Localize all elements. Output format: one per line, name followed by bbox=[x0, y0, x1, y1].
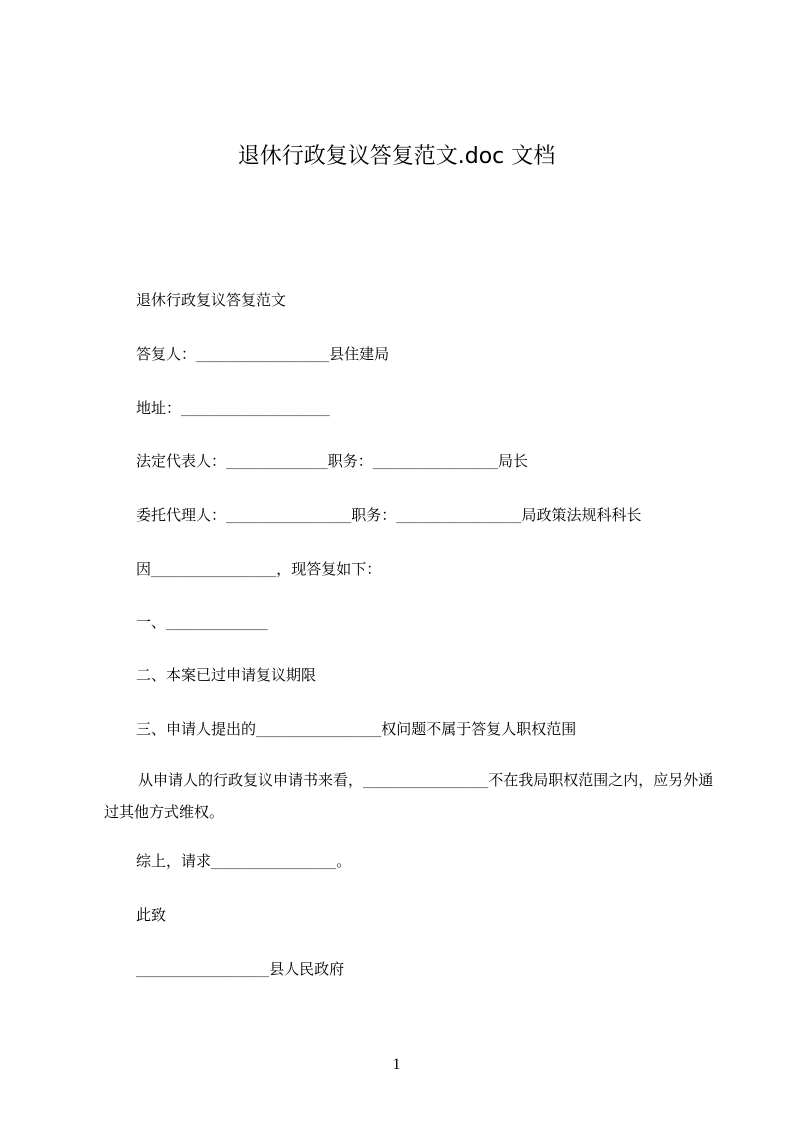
legal-rep-position-blank: ________________ bbox=[372, 455, 499, 470]
address-line bbox=[136, 396, 330, 422]
agent-position-value: 局政策法规科科长 bbox=[521, 506, 642, 524]
body-paragraph-blank: ________________ bbox=[363, 774, 489, 789]
conclusion-suffix: 。 bbox=[336, 852, 352, 870]
item-three-prefix: 三、申请人提出的 bbox=[136, 720, 257, 738]
agent-blank: ________________ bbox=[226, 509, 352, 524]
cause-prefix: 因 bbox=[136, 560, 152, 578]
legal-rep-position-label: 职务： bbox=[327, 452, 373, 470]
item-one-blank: _____________ bbox=[166, 616, 268, 631]
agent-position-label: 职务： bbox=[351, 506, 397, 524]
document-heading: 退休行政复议答复范文 bbox=[136, 291, 287, 309]
document-title: 退休行政复议答复范文.doc 文档 bbox=[237, 144, 556, 169]
conclusion-blank: ________________ bbox=[211, 855, 337, 870]
body-paragraph-suffix: 不在我局职权范围之内，应另外通过其他方式维权。 bbox=[104, 771, 714, 821]
item-two-line: 二、本案已过申请复议期限 bbox=[136, 666, 317, 684]
address-label: 地址： bbox=[136, 399, 182, 417]
respondent-blank: _________________ bbox=[196, 348, 330, 363]
agent-label: 委托代理人： bbox=[136, 506, 227, 524]
cause-blank: ________________ bbox=[151, 563, 277, 578]
cause-line bbox=[136, 557, 381, 583]
body-paragraph-prefix: 从申请人的行政复议申请书来看， bbox=[138, 771, 364, 789]
item-one-prefix: 一、 bbox=[136, 613, 167, 631]
respondent-line bbox=[136, 342, 389, 368]
salutation-line: 此致 bbox=[136, 906, 167, 924]
agent-line bbox=[136, 503, 642, 529]
item-three-suffix: 权问题不属于答复人职权范围 bbox=[381, 720, 577, 738]
page-number: 1 bbox=[392, 1056, 401, 1073]
address-blank: ___________________ bbox=[181, 402, 330, 417]
legal-rep-label: 法定代表人： bbox=[136, 452, 227, 470]
respondent-value: 县住建局 bbox=[329, 345, 390, 363]
recipient-line bbox=[136, 957, 344, 983]
body-paragraph bbox=[104, 765, 714, 828]
conclusion-prefix: 综上，请求 bbox=[136, 852, 212, 870]
legal-rep-position-value: 局长 bbox=[498, 452, 529, 470]
conclusion-line bbox=[136, 849, 351, 875]
item-three-line bbox=[136, 717, 576, 743]
item-one-line bbox=[136, 610, 268, 636]
legal-rep-line bbox=[136, 449, 528, 475]
recipient-value: 县人民政府 bbox=[269, 960, 345, 978]
item-three-blank: ________________ bbox=[256, 723, 382, 738]
cause-suffix: ，现答复如下： bbox=[276, 560, 382, 578]
agent-position-blank: ________________ bbox=[396, 509, 522, 524]
recipient-blank: _________________ bbox=[136, 963, 270, 978]
respondent-label: 答复人： bbox=[136, 345, 197, 363]
legal-rep-blank: _____________ bbox=[226, 455, 328, 470]
